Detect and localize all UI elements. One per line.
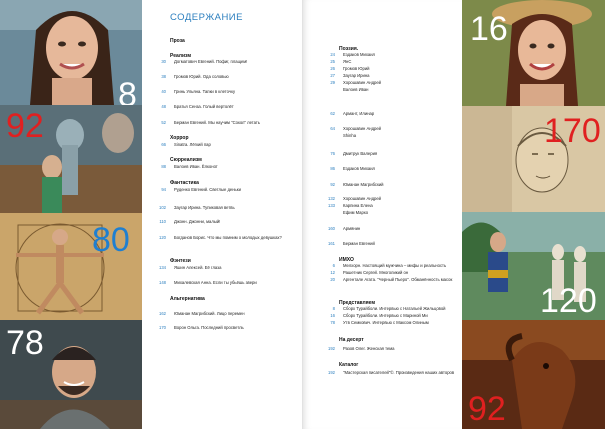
page-number-badge: 92 (468, 390, 506, 428)
photo-tile-sketch-portrait (462, 106, 605, 212)
toc-entry[interactable]: 64 Хорошавин Андрей (330, 126, 382, 131)
section-heading: Поэзия. (339, 46, 359, 52)
toc-entry[interactable]: 120 Богданов Борис. Что мы помним о молодых девушках? (159, 235, 282, 240)
toc-entry[interactable]: 102 Заугар Ирина. Тупиковая ветвь (159, 205, 235, 210)
toc-entry[interactable]: 86 Ездаков Михаил (330, 166, 375, 171)
toc-entry[interactable]: 52 Берман Евгений. Мы научим "Сокол" летать (161, 120, 260, 125)
section-heading: Фантастика (170, 180, 199, 186)
toc-entry[interactable]: Shinha (343, 133, 357, 138)
toc-entry[interactable]: 160 Армянин (328, 226, 361, 231)
section-heading: Проза (170, 38, 185, 44)
page-number-badge: 120 (540, 282, 597, 320)
toc-entry[interactable]: 24 Ездаков Михаил (330, 52, 375, 57)
toc-entry[interactable]: 30 Догматович Евгений. Пофиг, плащем! (161, 59, 248, 64)
section-heading: Представляем (339, 300, 376, 306)
toc-entry[interactable]: 40 Гринь Ульяна. Тапки в клеточку (161, 89, 236, 94)
toc-entry[interactable]: 29 Хорошавин Андрей (330, 80, 382, 85)
toc-right-page (302, 0, 463, 429)
toc-entry[interactable]: 12 Рашетник Сергей. Многоликий он (330, 270, 409, 275)
page-number-badge: 80 (92, 221, 130, 259)
section-heading: Каталог (339, 362, 359, 368)
toc-entry[interactable]: 94 Руденко Евгений. Светлые деньки (161, 187, 241, 192)
section-heading: Реализм (170, 53, 192, 59)
toc-entry[interactable]: 78 Утв Семкович. Интервью с Максом Олиным (330, 320, 429, 325)
toc-entry[interactable]: 88 Валоев Иван. Ёлконот (161, 164, 218, 169)
photo-tile-man-portrait (0, 320, 142, 429)
toc-entry[interactable]: 192 Разов Олег. Женская тема (328, 346, 395, 351)
section-heading: ИМХО (339, 257, 354, 263)
toc-entry[interactable]: 66 Sinatra. Лёгкий пар (161, 142, 211, 147)
right-photo-strip (462, 0, 605, 429)
toc-entry[interactable]: 25 ЯнС (330, 59, 352, 64)
page-number-badge: 8 (118, 76, 137, 105)
toc-entry[interactable]: 62 Армант, Илинар (330, 111, 375, 116)
toc-entry[interactable]: Валоев Иван (343, 87, 369, 92)
toc-entry[interactable]: 26 Громов Юрий (330, 66, 370, 71)
toc-entry[interactable]: 110 Джонн. Джонни, малый! (159, 219, 221, 224)
section-heading: Фэнтези (170, 258, 191, 264)
toc-left-page (142, 0, 302, 429)
photo-tile-woman-portrait (0, 0, 142, 105)
toc-entry[interactable]: 48 Братья Сенза. Голый вертолёт (161, 104, 234, 109)
toc-entry[interactable]: 133 Карпина Елена (328, 203, 373, 208)
page-number-badge: 92 (6, 107, 44, 145)
photo-tile-horse (462, 320, 605, 429)
page-title: СОДЕРЖАНИЕ (170, 12, 243, 23)
toc-entry[interactable]: Ефим Марко (343, 210, 369, 215)
toc-entry[interactable]: 27 Заугар Ирина (330, 73, 370, 78)
section-heading: Альтернатива (170, 296, 205, 302)
toc-entry[interactable]: 170 Ворон Ольга. Последний просветль (159, 325, 244, 330)
toc-entry[interactable]: 38 Громов Юрий. Ода соловью (161, 74, 229, 79)
section-heading: Хоррор (170, 135, 189, 141)
toc-entry[interactable]: 134 Яшин Алексей. Её глаза (159, 265, 222, 270)
section-heading: На десерт (339, 337, 364, 343)
photo-tile-hero-statues (462, 212, 605, 320)
left-photo-strip (0, 0, 142, 429)
toc-entry[interactable]: 192 "Мастерская писателей"©. Произведения наших авторов (328, 370, 455, 375)
toc-entry[interactable]: 132 Хорошавин Андрей (328, 196, 382, 201)
photo-tile-smiling-woman (462, 0, 605, 106)
toc-entry[interactable]: 8 Сборх Турайболи. Интервью с Натальей Жильцовой (332, 306, 446, 311)
section-heading: Сюрреализм (170, 157, 202, 163)
toc-entry[interactable]: 20 Аргентале Агата. "Черный Пьеро". Обманённость масок (330, 277, 453, 282)
photo-tile-surreal-scene (0, 105, 142, 213)
photo-tile-vitruvian-man (0, 213, 142, 320)
toc-entry[interactable]: 148 Михалевская Анна. Если ты убьёшь звери (159, 280, 257, 285)
toc-entry[interactable]: 162 Юманан Магрибский. Лицо перемен (159, 311, 245, 316)
page-number-badge: 16 (470, 10, 508, 48)
toc-entry[interactable]: 76 Дмитрук Валерия (330, 151, 378, 156)
toc-entry[interactable]: 161 Берман Евгений (328, 241, 375, 246)
page-number-badge: 78 (6, 324, 44, 362)
toc-entry[interactable]: 16 Сборх Турайболи. Интервью с Мариной Ми (330, 313, 428, 318)
toc-entry[interactable]: 92 Юманан Магрибский (330, 182, 384, 187)
toc-entry[interactable]: 6 Мелхорн. Настоящий мужчина – мифы и реальность (332, 263, 447, 268)
page-number-badge: 170 (544, 112, 601, 150)
